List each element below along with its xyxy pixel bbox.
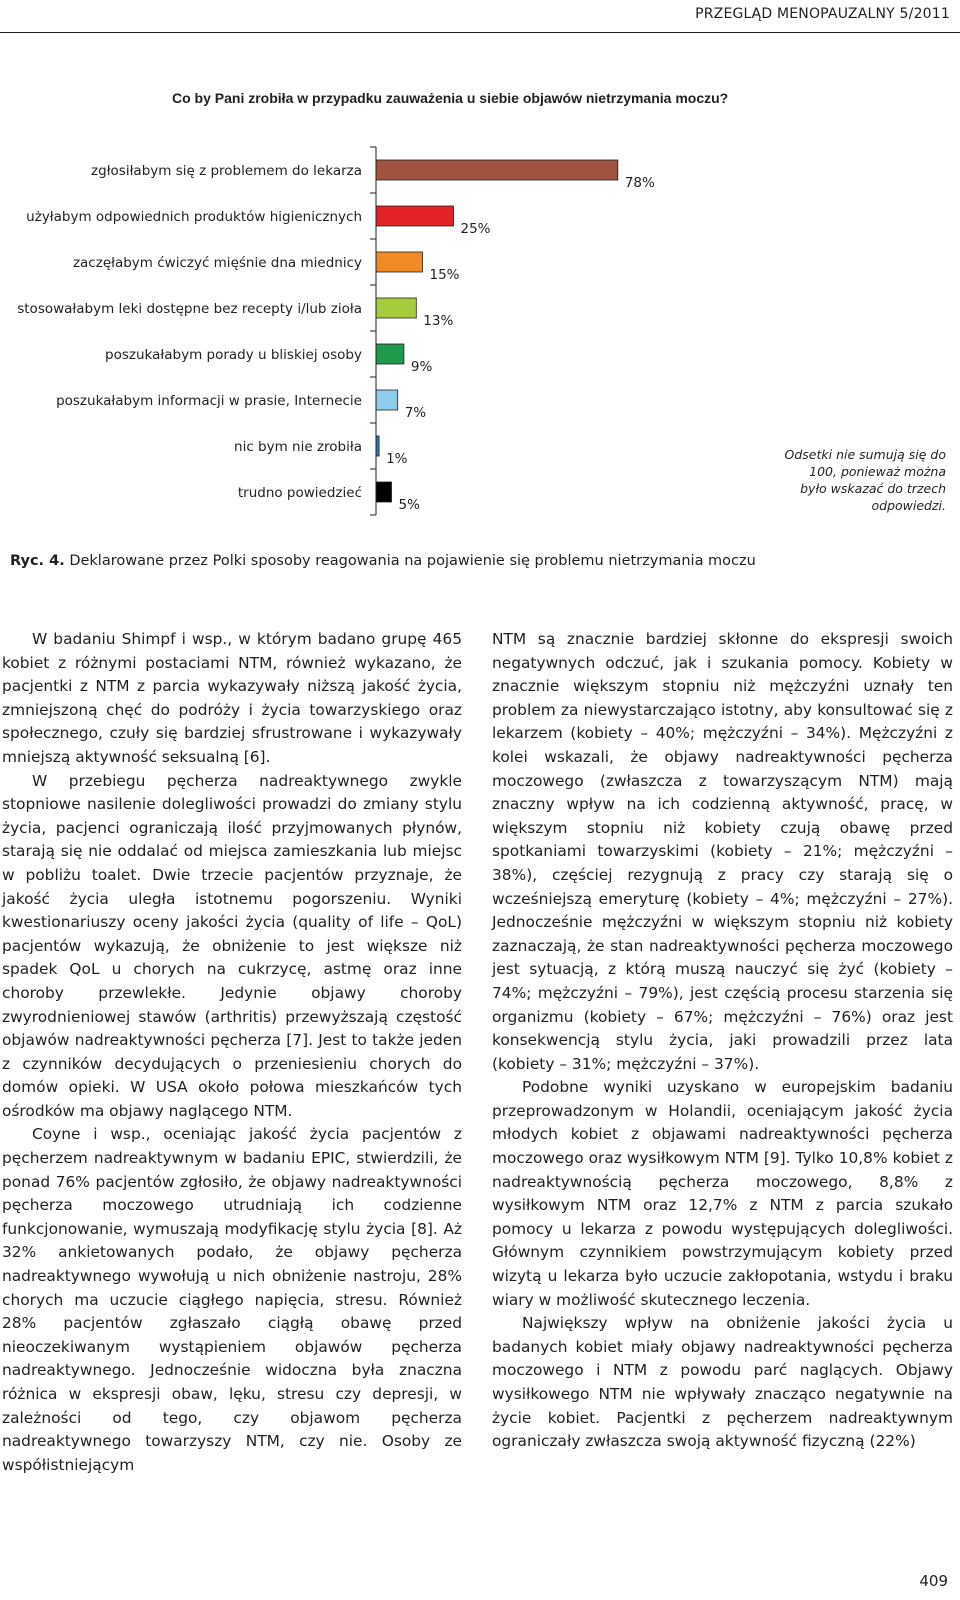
bar — [376, 482, 392, 502]
body-paragraph: W badaniu Shimpf i wsp., w którym badano grupę 465 kobiet z różnymi postaciami NTM, również wykazano, że pacjentki z NTM z parcia wykazywały niższą jakość życia, zmniejszoną chęć do podróży i życia towarzyskiego oraz społecznego, czuły się bardziej sfrustrowane i wykazywały mniejszą aktywność seksualną [6]. — [2, 630, 462, 766]
left-column — [2, 628, 462, 1477]
body-paragraph: Największy wpływ na obniżenie jakości życia u badanych kobiet miały objawy nadreaktywności pęcherza moczowego i NTM z powodu parć naglących. Objawy wysiłkowego NTM nie wpływały znacząco negatywnie na życie kobiet. Pacjentki z pęcherzem nadreaktywnym ograniczały zwłaszcza swoją aktywność fizyczną (22%) — [492, 1314, 953, 1451]
figure-caption-text: Deklarowane przez Polki sposoby reagowania na pojawienie się problemu nietrzymania moczu — [69, 553, 756, 569]
value-label: 9% — [410, 359, 433, 375]
figure-caption — [10, 553, 756, 569]
value-label: 25% — [460, 221, 491, 237]
chart-title: Co by Pani zrobiła w przypadku zauważenia u siebie objawów nietrzymania moczu? — [172, 90, 729, 106]
value-label: 5% — [398, 497, 420, 513]
category-label: użyłabym odpowiednich produktów higienicznych — [26, 209, 362, 225]
category-label: zgłosiłabym się z problemem do lekarza — [91, 163, 362, 179]
category-label: stosowałabym leki dostępne bez recepty i/lub zioła — [17, 301, 362, 317]
chart-note: Odsetki nie sumują się do 100, ponieważ można było wskazać do trzech odpowiedzi. — [784, 447, 946, 513]
bar — [376, 344, 404, 364]
body-paragraph: W przebiegu pęcherza nadreaktywnego zwykle stopniowe nasilenie dolegliwości prowadzi do zmiany stylu życia, pacjenci ograniczają ilość przyjmowanych płynów, starają się nie oddalać od miejsca zamieszkania lub miejsc w pobliżu toalet. Dwie trzecie pacjentów przyznaje, że jakość życia uległa istotnemu pogorszeniu. Wyniki kwestionariuszy oceny jakości życia (quality of life – QoL) pacjentów wykazują, że obniżenie to jest większe niż spadek QoL u chorych na cukrzycę, astmę oraz inne choroby przewlekłe. Jedynie objawy choroby zwyrodnieniowej stawów (arthritis) przewyższają częstość objawów nadreaktywności pęcherza [7]. Jest to także jeden z czynników decydujących o przeniesieniu chorych do domów opieki. W USA około połowa mieszkańców tych ośrodków ma objawy naglącego NTM. — [2, 771, 462, 1120]
bar — [376, 298, 416, 318]
figure-number: Ryc. 4. — [10, 553, 65, 569]
bar — [376, 206, 454, 226]
bar — [376, 390, 398, 410]
category-label: poszukałabym porady u bliskiej osoby — [105, 347, 362, 363]
value-label: 78% — [624, 175, 655, 191]
page-number: 409 — [919, 1572, 948, 1590]
value-label: 15% — [429, 267, 460, 283]
value-label: 13% — [423, 313, 454, 329]
journal-header: PRZEGLĄD MENOPAUZALNY 5/2011 — [695, 6, 950, 22]
right-column — [492, 628, 953, 1454]
category-label: poszukałabym informacji w prasie, Internecie — [56, 393, 362, 409]
body-paragraph: Coyne i wsp., oceniając jakość życia pacjentów z pęcherzem nadreaktywnym w badaniu EPIC, stwierdzili, że ponad 76% pacjentów zgłosiło, że objawy nadreaktywności pęcherza moczowego utrudniają ich codzienne funkcjonowanie, wymuszają modyfikację stylu życia [8]. Aż 32% ankietowanych podało, że objawy pęcherza nadreaktywnego wywołują u nich obniżenie nastroju, 28% chorych ma uczucie ciągłego napięcia, stresu. Również 28% pacjentów zgłaszało ciągłą obawę przed nieoczekiwanym wystąpieniem objawów pęcherza nadreaktywnego. Jednocześnie widoczna była znaczna różnica w ekspresji obaw, lęku, stresu czy depresji, w zależności od tego, czy objawom pęcherza nadreaktywnego towarzyszy NTM, czy nie. Osoby ze współistniejącym — [2, 1125, 462, 1474]
body-paragraph: NTM są znacznie bardziej skłonne do ekspresji swoich negatywnych odczuć, jak i szukania pomocy. Kobiety w znacznie większym stopniu niż mężczyźni uznały ten problem za niewystarczająco istotny, aby konsultować się z lekarzem (kobiety – 40%; mężczyźni – 34%). Mężczyźni z kolei wskazali, że objawy nadreaktywności pęcherza moczowego (zwłaszcza z towarzyszącym NTM) mają znaczny wpływ na ich codzienną aktywność, pracę, w większym stopniu niż kobiety czują obawę przed spotkaniami towarzyskimi (kobiety – 21%; mężczyźni – 38%), częściej rezygnują z pracy czy starają się o wcześniejszą emeryturę (kobiety – 4%; mężczyźni – 27%). Jednocześnie mężczyźni w większym stopniu niż kobiety zaznaczają, że stan nadreaktywności pęcherza moczowego jest sytuacją, z którą muszą nauczyć się żyć (kobiety – 74%; mężczyźni – 79%), jest częścią procesu starzenia się organizmu (kobiety – 67%; mężczyźni – 76%) oraz jest konsekwencją stylu życia, jaki prowadzili przez lata (kobiety – 31%; mężczyźni – 37%). — [492, 630, 953, 1073]
body-paragraph: Podobne wyniki uzyskano w europejskim badaniu przeprowadzonym w Holandii, oceniającym jakość życia młodych kobiet z objawami nadreaktywności pęcherza moczowego oraz wysiłkowym NTM [9]. Tylko 10,8% kobiet z nadreaktywnością pęcherza moczowego, 8,8% z wysiłkowym NTM oraz 12,7% z NTM z parcia szukało pomocy u lekarza z powodu występujących dolegliwości. Głównym czynnikiem powstrzymującym kobiety przed wizytą u lekarza było uczucie zakłopotania, wstydu i braku wiary w możliwość skutecznego leczenia. — [492, 1078, 953, 1309]
value-label: 1% — [386, 451, 408, 467]
category-label: nic bym nie zrobiła — [234, 439, 362, 455]
header-rule — [0, 32, 960, 33]
bar — [376, 160, 618, 180]
value-label: 7% — [404, 405, 427, 421]
category-label: zaczęłabym ćwiczyć mięśnie dna miednicy — [72, 255, 362, 271]
category-label: trudno powiedzieć — [237, 485, 362, 501]
bar — [376, 252, 423, 272]
